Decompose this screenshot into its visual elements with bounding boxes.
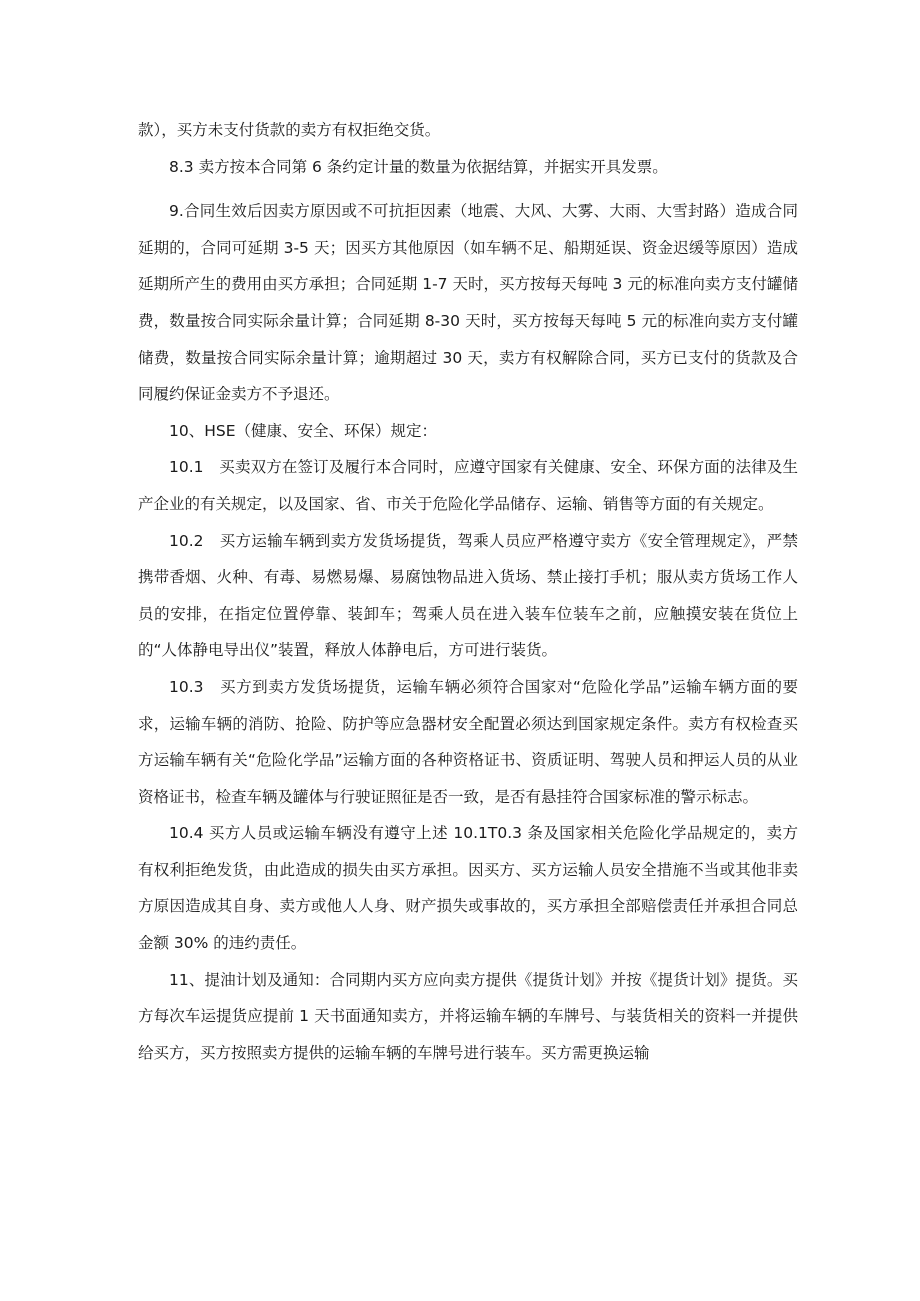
paragraph-9: 9.合同生效后因卖方原因或不可抗拒因素（地震、大风、大雾、大雨、大雪封路）造成合同延期的，合同可延期 3-5 天；因买方其他原因（如车辆不足、船期延误、资金迟缓等原因）造成延期所产生的费用由买方承担；合同延期 1-7 天时，买方按每天每吨 3 元的标准向卖方支付罐储费，数量按合同实际余量计算；合同延期 8-30 天时，买方按每天每吨 5 元的标准向卖方支付罐储费，数量按合同实际余量计算；逾期超过 30 天，卖方有权解除合同，买方已支付的货款及合同履约保证金卖方不予退还。: [138, 202, 798, 404]
paragraph-10-3: 10.3 买方到卖方发货场提货，运输车辆必须符合国家对“危险化学品”运输车辆方面的要求，运输车辆的消防、抢险、防护等应急器材安全配置必须达到国家规定条件。卖方有权检查买方运输车辆有关“危险化学品”运输方面的各种资格证书、资质证明、驾驶人员和押运人员的从业资格证书，检查车辆及罐体与行驶证照征是否一致，是否有悬挂符合国家标准的警示标志。: [138, 677, 798, 806]
paragraph-11: 11、提油计划及通知：合同期内买方应向卖方提供《提货计划》并按《提货计划》提货。买方每次车运提货应提前 1 天书面通知卖方，并将运输车辆的车牌号、与装货相关的资料一并提供给买方，买方按照卖方提供的运输车辆的车牌号进行装车。买方需更换运输: [138, 970, 798, 1062]
paragraph-10-heading: 10、HSE（健康、安全、环保）规定：: [169, 421, 438, 440]
paragraph-payment-continuation: 款），买方未支付货款的卖方有权拒绝交货。: [138, 121, 441, 139]
document-page: [138, 112, 798, 1071]
paragraph-10-1: 10.1 买卖双方在签订及履行本合同时，应遵守国家有关健康、安全、环保方面的法律及生产企业的有关规定，以及国家、省、市关于危险化学品储存、运输、销售等方面的有关规定。: [138, 458, 798, 513]
paragraph-10-4: 10.4 买方人员或运输车辆没有遵守上述 10.1T0.3 条及国家相关危险化学品规定的，卖方有权利拒绝发货，由此造成的损失由买方承担。因买方、买方运输人员安全措施不当或其他非卖方原因造成其自身、卖方或他人人身、财产损失或事故的，买方承担全部赔偿责任并承担合同总金额 30% 的违约责任。: [138, 824, 798, 953]
paragraph-8-3: 8.3 卖方按本合同第 6 条约定计量的数量为依据结算，并据实开具发票。: [169, 157, 668, 176]
paragraph-10-2: 10.2 买方运输车辆到卖方发货场提货，驾乘人员应严格遵守卖方《安全管理规定》，严禁携带香烟、火种、有毒、易燃易爆、易腐蚀物品进入货场、禁止接打手机；服从卖方货场工作人员的安排，在指定位置停靠、装卸车；驾乘人员在进入装车位装车之前，应触摸安装在货位上的“人体静电导出仪”装置，释放人体静电后，方可进行装货。: [138, 531, 798, 660]
